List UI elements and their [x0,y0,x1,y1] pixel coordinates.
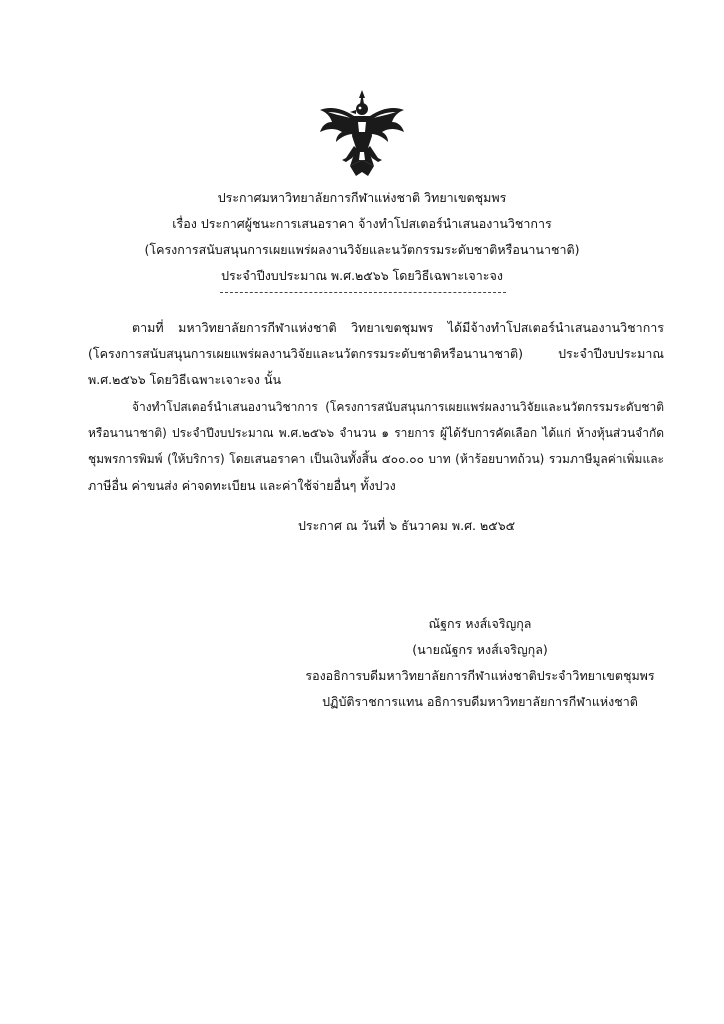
paragraph-1-line-1: ตามที่ มหาวิทยาลัยการกีฬาแห่งชาติ วิทยาเขตชุมพร ได้มีจ้างทำโปสเตอร์นำเสนองานวิชาการ [132,320,664,335]
signatory-position: รองอธิการบดีมหาวิทยาลัยการกีฬาแห่งชาติประจำวิทยาเขตชุมพร [305,668,655,683]
signatory-acting-for: ปฏิบัติราชการแทน อธิการบดีมหาวิทยาลัยการกีฬาแห่งชาติ [322,694,638,709]
fiscal-year-method: ประจำปีงบประมาณ พ.ศ.๒๕๖๖ โดยวิธีเฉพาะเจาะจง [221,268,503,283]
separator-line [220,292,506,293]
announcement-title: ประกาศมหาวิทยาลัยการกีฬาแห่งชาติ วิทยาเขตชุมพร [217,190,507,205]
signature: ณัฐกร หงส์เจริญกุล [428,616,532,631]
signatory-name: (นายณัฐกร หงส์เจริญกุล) [412,642,548,657]
announcement-subject: เรื่อง ประกาศผู้ชนะการเสนอราคา จ้างทำโปสเตอร์นำเสนองานวิชาการ [172,216,552,231]
paragraph-2-line-4: ภาษีอื่น ค่าขนส่ง ค่าจดทะเบียน และค่าใช้จ่ายอื่นๆ ทั้งปวง [88,478,396,493]
paragraph-1-line-2: (โครงการสนับสนุนการเผยแพร่ผลงานวิจัยและนวัตกรรมระดับชาติหรือนานาชาติ) ประจำปีงบประมาณ [88,346,664,361]
paragraph-1-line-3: พ.ศ.๒๕๖๖ โดยวิธีเฉพาะเจาะจง นั้น [88,372,282,387]
paragraph-2-line-2: หรือนานาชาติ) ประจำปีงบประมาณ พ.ศ.๒๕๖๖ จำนวน ๑ รายการ ผู้ได้รับการคัดเลือก ได้แก่ ห้างหุ้นส่วนจำกัด [88,426,664,440]
paragraph-2-line-1: จ้างทำโปสเตอร์นำเสนองานวิชาการ (โครงการสนับสนุนการเผยแพร่ผลงานวิจัยและนวัตกรรมระดับชาติ [132,400,664,414]
garuda-emblem-icon [316,88,408,180]
paragraph-2-line-3: ชุมพรการพิมพ์ (ให้บริการ) โดยเสนอราคา เป็นเงินทั้งสิ้น ๕๐๐.๐๐ บาท (ห้าร้อยบาทถ้วน) รวมภาษีมูลค่าเพิ่มและ [88,452,664,466]
announcement-date: ประกาศ ณ วันที่ ๖ ธันวาคม พ.ศ. ๒๕๖๕ [298,518,516,533]
project-name: (โครงการสนับสนุนการเผยแพร่ผลงานวิจัยและนวัตกรรมระดับชาติหรือนานาชาติ) [144,242,580,257]
